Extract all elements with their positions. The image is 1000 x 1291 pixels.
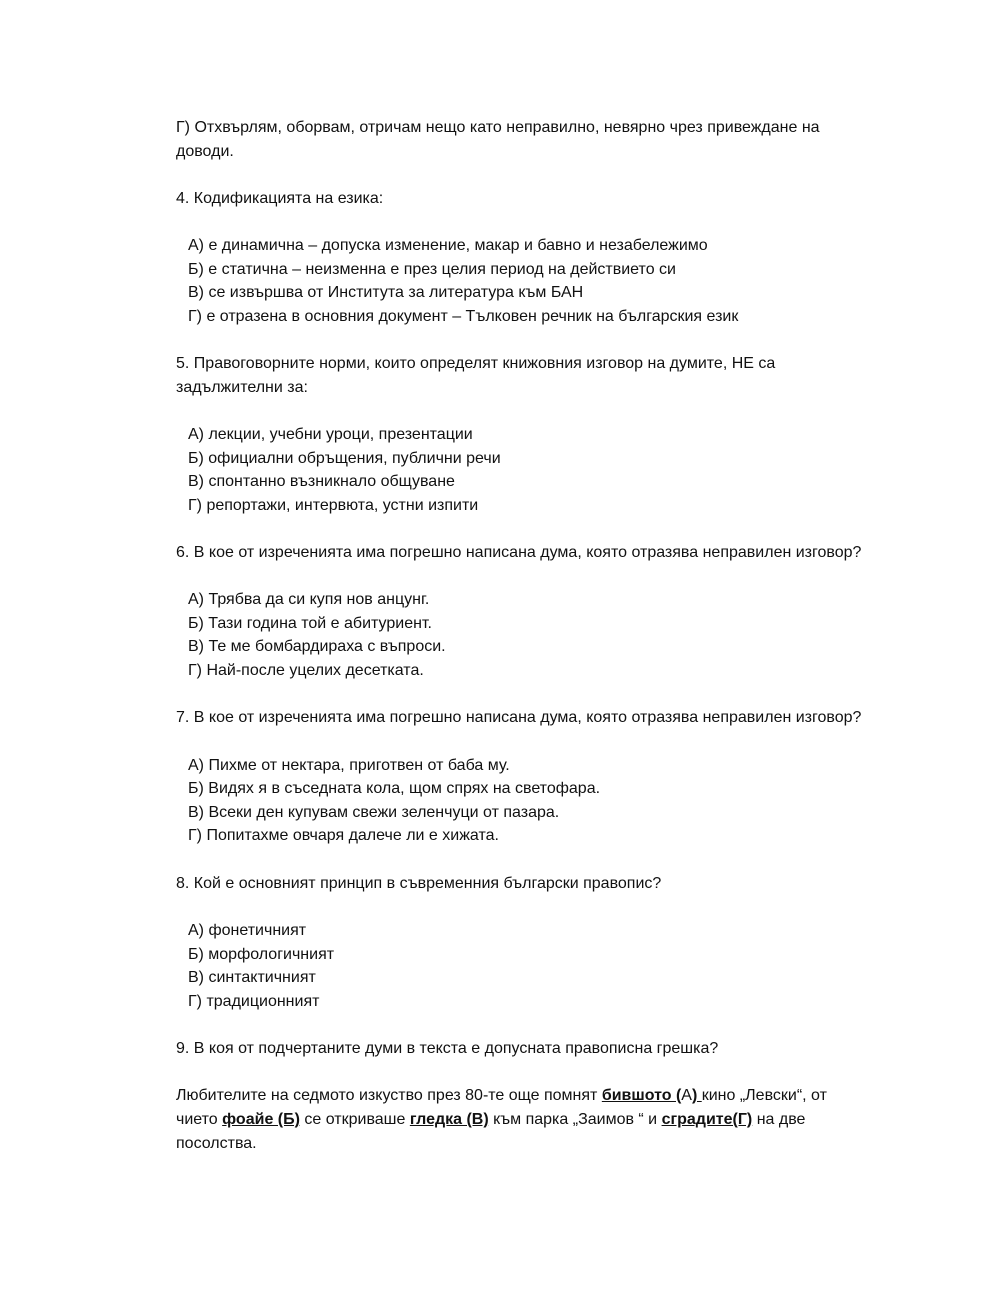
question-9: 9. В коя от подчертаните думи в текста е допусната правописна грешка? (176, 1040, 719, 1057)
question-7: 7. В кое от изреченията има погрешно написана дума, която отразява неправилен изговор? (176, 709, 862, 726)
q7-option-b[interactable]: Б) Видях я в съседната кола, щом спрях на светофара. (188, 780, 601, 797)
q5-option-a[interactable]: А) лекции, учебни уроци, презентации (188, 426, 473, 443)
q8-option-b[interactable]: Б) морфологичният (188, 946, 335, 963)
q9-passage-line3: посолства. (176, 1135, 257, 1152)
q6-option-c[interactable]: В) Те ме бомбардираха с въпроси. (188, 638, 446, 655)
q9-text: чието (176, 1111, 223, 1128)
q9-underlined-word-a-close[interactable]: ) (691, 1087, 702, 1104)
q6-option-b[interactable]: Б) Тази година той е абитуриент. (188, 615, 432, 632)
q9-passage-line2 (176, 1110, 805, 1130)
q4-option-c[interactable]: В) се извършва от Института за литература към БАН (188, 284, 584, 301)
q9-passage-line1 (176, 1086, 827, 1106)
q3-option-g-line1: Г) Отхвърлям, оборвам, отричам нещо като неправилно, невярно чрез привеждане на (176, 119, 820, 136)
q9-text: Любителите на седмото изкуство през 80-те още помнят (176, 1087, 602, 1104)
question-5-line1: 5. Правоговорните норми, които определят книжовния изговор на думите, НЕ са (176, 355, 776, 372)
q6-option-a[interactable]: А) Трябва да си купя нов анцунг. (188, 591, 430, 608)
question-5-line2: задължителни за: (176, 379, 308, 396)
q9-text: на две (752, 1111, 806, 1128)
question-8: 8. Кой е основният принцип в съвременния български правопис? (176, 875, 662, 892)
q9-underlined-word-d[interactable]: сградите(Г) (661, 1111, 753, 1128)
q7-option-d[interactable]: Г) Попитахме овчаря далече ли е хижата. (188, 827, 499, 844)
question-4: 4. Кодификацията на езика: (176, 190, 384, 207)
q7-option-c[interactable]: В) Всеки ден купувам свежи зеленчуци от пазара. (188, 804, 560, 821)
q9-underlined-word-c[interactable]: гледка (В) (409, 1111, 489, 1128)
q4-option-b[interactable]: Б) е статична – неизменна е през целия период на действието си (188, 261, 676, 278)
q4-option-d[interactable]: Г) е отразена в основния документ – Тълковен речник на българския език (188, 308, 739, 325)
q4-option-a[interactable]: А) е динамична – допуска изменение, макар и бавно и незабележимо (188, 237, 708, 254)
question-6: 6. В кое от изреченията има погрешно написана дума, която отразява неправилен изговор? (176, 544, 862, 561)
q9-underlined-word-a[interactable]: бившото ( (601, 1087, 682, 1104)
q8-option-d[interactable]: Г) традиционният (188, 993, 320, 1010)
q9-text: към парка „Заимов “ и (488, 1111, 662, 1128)
q5-option-d[interactable]: Г) репортажи, интервюта, устни изпити (188, 497, 479, 514)
q5-option-c[interactable]: В) спонтанно възникнало общуване (188, 473, 455, 490)
q9-underlined-word-b[interactable]: фоайе (Б) (222, 1111, 300, 1128)
q3-option-g-line2: доводи. (176, 143, 234, 160)
q9-text: се откриваше (299, 1111, 410, 1128)
q8-option-c[interactable]: В) синтактичният (188, 969, 316, 986)
q9-text: кино „Левски“, от (701, 1087, 827, 1104)
q5-option-b[interactable]: Б) официални обръщения, публични речи (188, 450, 501, 467)
q8-option-a[interactable]: А) фонетичният (188, 922, 307, 939)
q9-text: А (681, 1087, 692, 1104)
q6-option-d[interactable]: Г) Най-после уцелих десетката. (188, 662, 424, 679)
q7-option-a[interactable]: А) Пихме от нектара, приготвен от баба му. (188, 757, 510, 774)
